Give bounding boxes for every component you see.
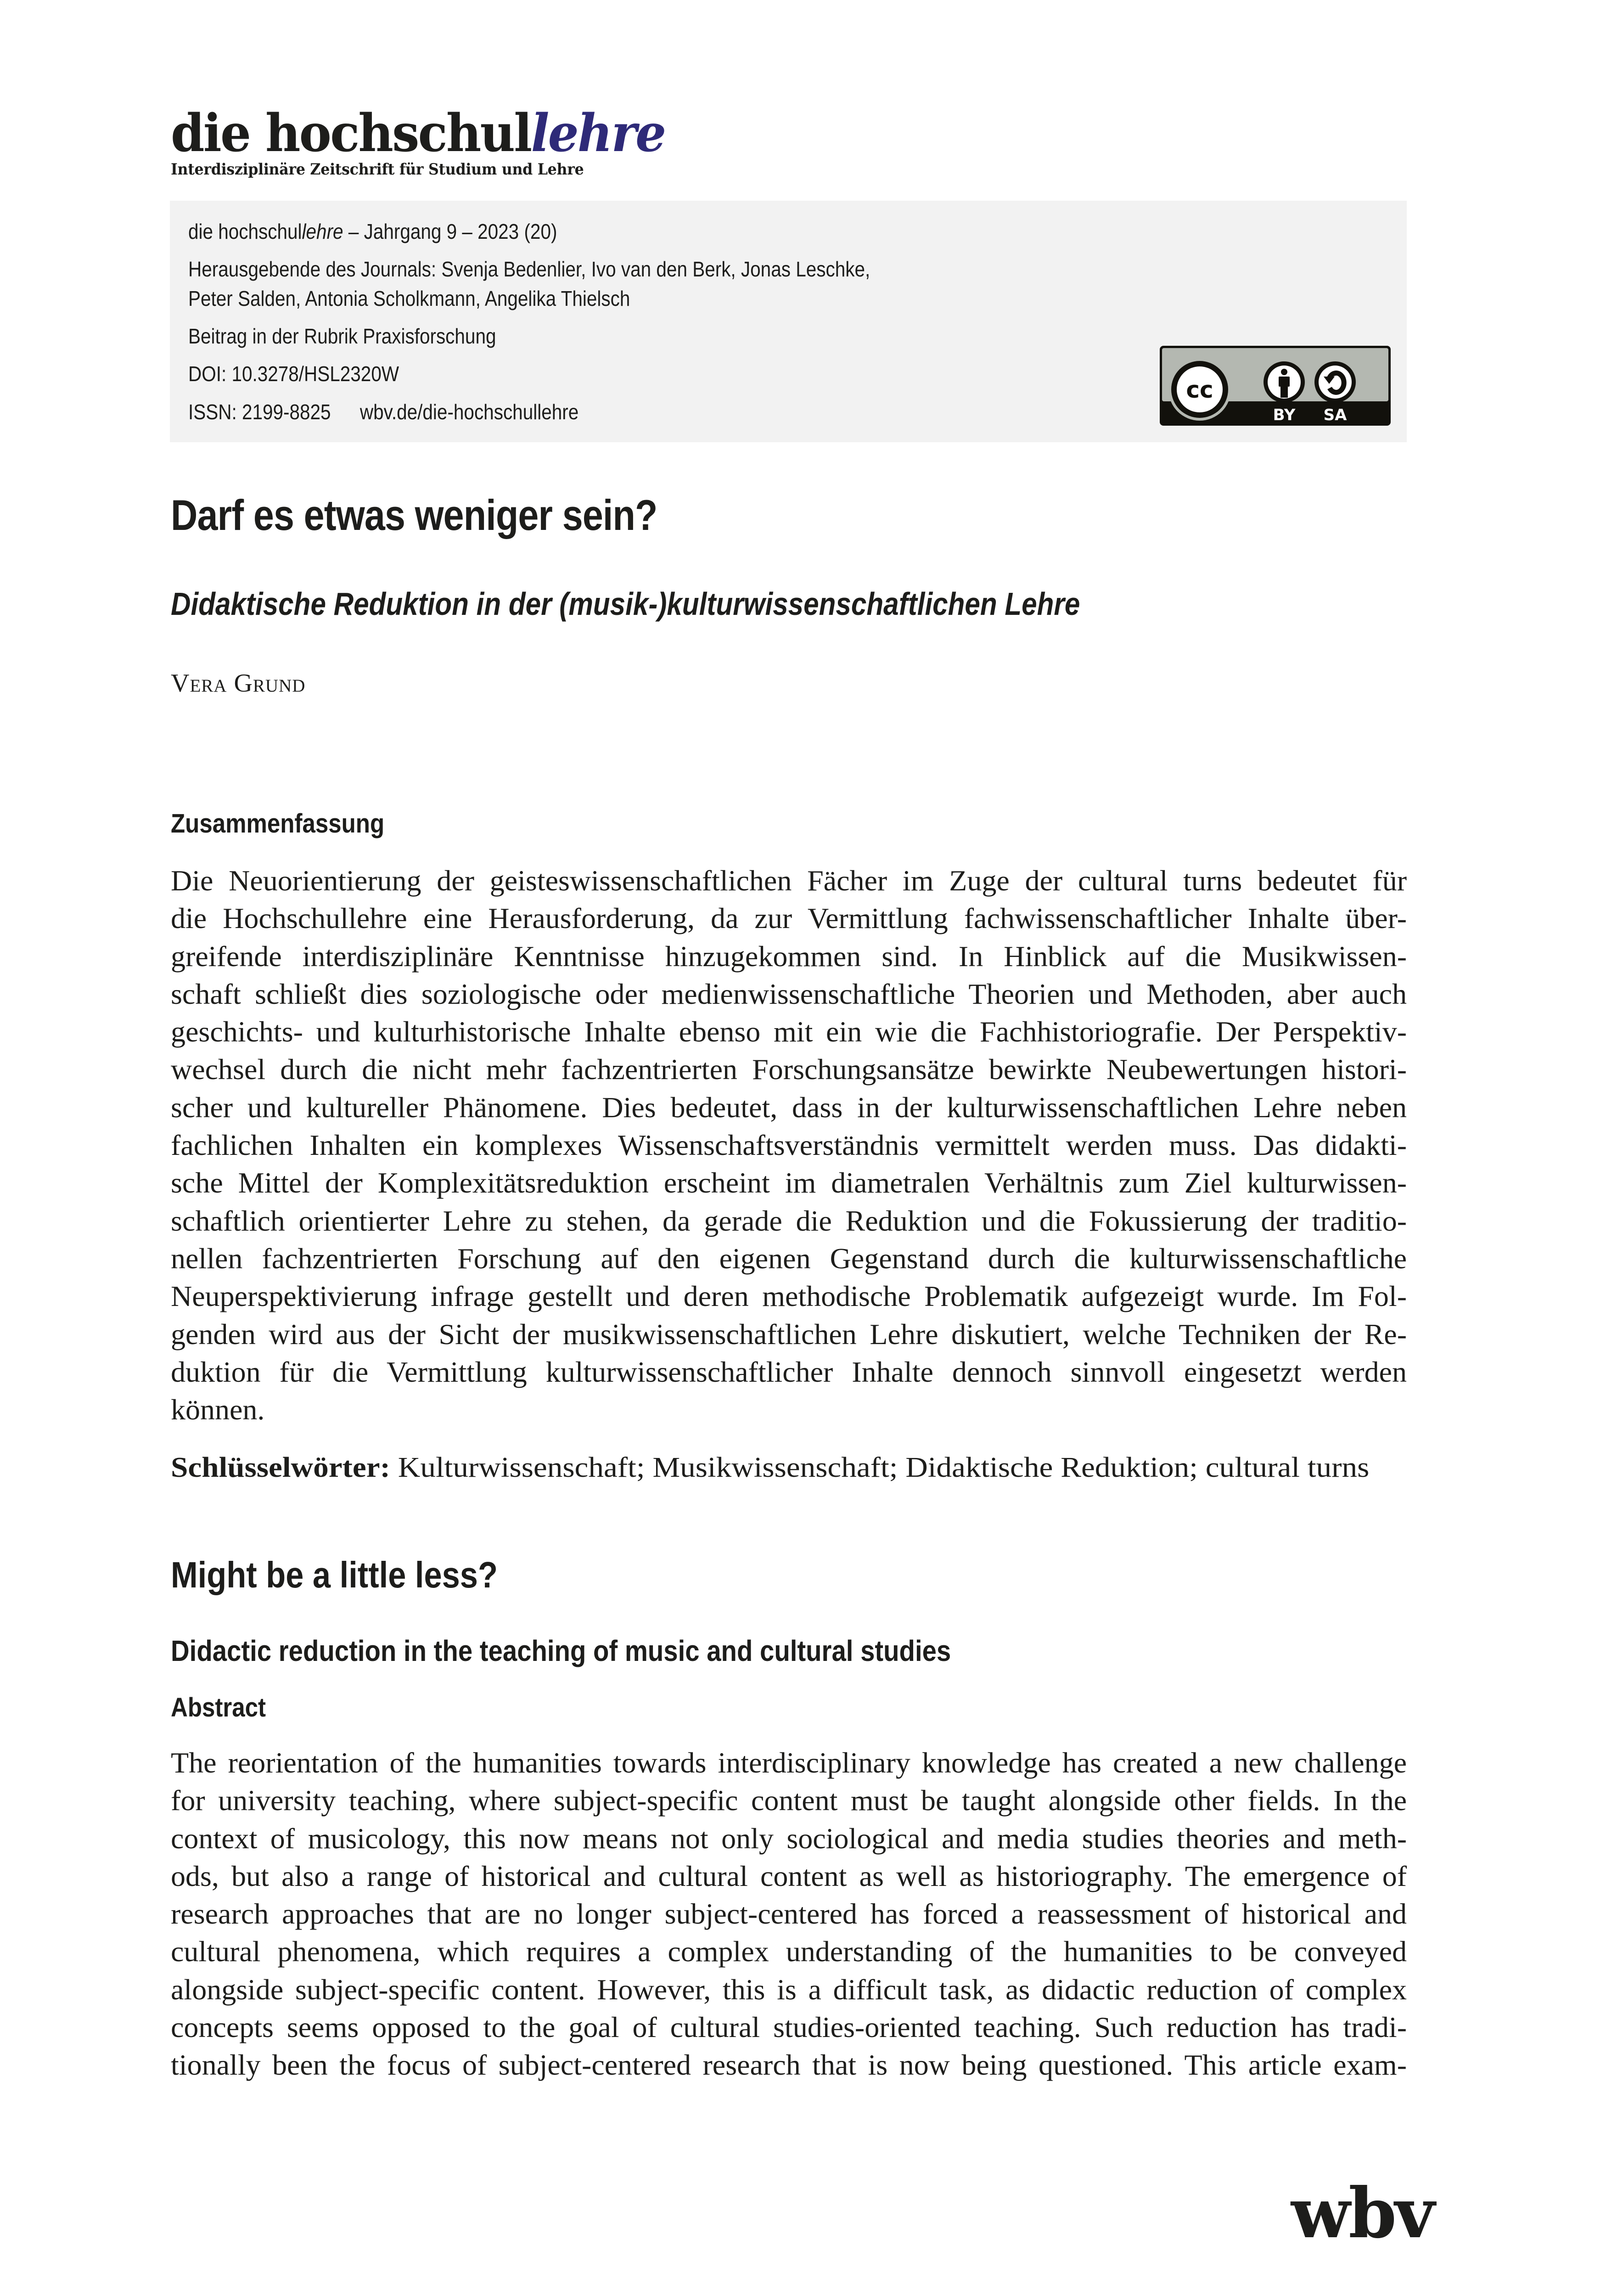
abstract-heading: Abstract (171, 1693, 266, 1722)
journal-volume-line (188, 221, 557, 242)
cc-by-label: BY (1273, 406, 1296, 424)
cc-by-sa-icon[interactable] (1159, 345, 1391, 426)
abstract-line: ods, but also a range of historical and cultural content as well as historiography. The emergence of (171, 1859, 1407, 1892)
issn-line (188, 401, 578, 422)
issn: ISSN: 2199-8825 (188, 400, 331, 424)
summary-text (171, 862, 1407, 1429)
keywords-list: Kulturwissenschaft; Musikwissenschaft; Didaktische Reduktion; cultural turns (390, 1452, 1370, 1483)
summary-line: nellen fachzentrierten Forschung auf den eigenen Gegenstand durch die kulturwissenschaftliche (171, 1242, 1407, 1275)
cc-text: cc (1186, 377, 1213, 403)
journal-logo (171, 103, 665, 163)
summary-line: die Hochschullehre eine Herausforderung, da zur Vermittlung fachwissenschaftlicher Inhalte über- (171, 902, 1407, 935)
abstract-line: cultural phenomena, which requires a complex understanding of the humanities to be conveyed (171, 1935, 1407, 1968)
journal-name-italic: lehre (302, 219, 343, 243)
summary-line: schaft schließt dies soziologische oder medienwissenschaftliche Theorien und Methoden, aber auch (171, 977, 1407, 1010)
keywords (171, 1453, 1369, 1482)
abstract-line: for university teaching, where subject-specific content must be taught alongside other fields. In the (171, 1784, 1407, 1817)
journal-logo-main: die hochschul (171, 103, 531, 163)
cc-sa-label: SA (1323, 406, 1347, 424)
abstract-line: research approaches that are no longer subject-centered has forced a reassessment of historical and (171, 1897, 1407, 1930)
article-subtitle-en: Didactic reduction in the teaching of music and cultural studies (171, 1634, 951, 1667)
summary-line: geschichts- und kulturhistorische Inhalte ebenso mit ein wie die Fachhistoriografie. Der Perspektiv- (171, 1015, 1407, 1048)
abstract-line: concepts seems opposed to the goal of cultural studies-oriented teaching. Such reduction has tradi- (171, 2011, 1407, 2044)
rubric-line: Beitrag in der Rubrik Praxisforschung (188, 324, 496, 348)
abstract-line: alongside subject-specific content. However, this is a difficult task, as didactic reduction of complex (171, 1973, 1407, 2006)
attribution-by-icon (1264, 361, 1305, 403)
summary-line: duktion für die Vermittlung kulturwissenschaftlicher Inhalte dennoch sinnvoll eingesetzt werden (171, 1355, 1407, 1388)
journal-name: die hochschul (188, 219, 302, 243)
summary-line: Die Neuorientierung der geisteswissenschaftlichen Fächer im Zuge der cultural turns bedeutet für (171, 864, 1407, 897)
article-title-de: Darf es etwas weniger sein? (171, 491, 657, 539)
summary-line: greifende interdisziplinäre Kenntnisse hinzugekommen sind. In Hinblick auf die Musikwissen- (171, 940, 1407, 973)
journal-logo-accent: lehre (531, 103, 665, 163)
abstract-line: tionally been the focus of subject-centered research that is now being questioned. This article exam- (171, 2048, 1407, 2082)
article-subtitle-de: Didaktische Reduktion in der (musik-)kulturwissenschaftlichen Lehre (171, 586, 1080, 622)
summary-line: schaftlich orientierter Lehre zu stehen, da gerade die Reduktion und die Fokussierung der traditio- (171, 1204, 1407, 1237)
journal-website-link[interactable]: wbv.de/die-hochschullehre (359, 400, 579, 424)
doi-line[interactable]: DOI: 10.3278/HSL2320W (188, 362, 399, 386)
summary-line: können. (171, 1393, 265, 1426)
publisher-logo: wbv (1291, 2173, 1433, 2254)
journal-volume: – Jahrgang 9 – 2023 (20) (343, 219, 557, 243)
summary-line: fachlichen Inhalten ein komplexes Wissenschaftsverständnis vermittelt werden muss. Das didakti- (171, 1129, 1407, 1162)
summary-line: Neuperspektivierung infrage gestellt und deren methodische Problematik aufgezeigt wurde. Im Fol- (171, 1280, 1407, 1313)
summary-line: genden wird aus der Sicht der musikwissenschaftlichen Lehre diskutiert, welche Techniken der Re- (171, 1317, 1407, 1351)
cc-logo-icon (1168, 358, 1231, 421)
editors-line-1: Herausgebende des Journals: Svenja Bedenlier, Ivo van den Berk, Jonas Leschke, (188, 257, 870, 281)
article-author: Vera Grund (171, 669, 306, 698)
abstract-line: context of musicology, this now means not only sociological and media studies theories and meth- (171, 1822, 1407, 1855)
article-title-en: Might be a little less? (171, 1554, 498, 1595)
editors-line-2: Peter Salden, Antonia Scholkmann, Angelika Thielsch (188, 287, 630, 310)
journal-tagline: Interdisziplinäre Zeitschrift für Studium und Lehre (171, 160, 584, 179)
keywords-label: Schlüsselwörter: (171, 1452, 390, 1483)
abstract-text (171, 1744, 1407, 2084)
abstract-line: The reorientation of the humanities towards interdisciplinary knowledge has created a new challenge (171, 1746, 1407, 1779)
share-alike-sa-icon (1314, 361, 1356, 403)
summary-heading: Zusammenfassung (171, 809, 385, 838)
summary-line: wechsel durch die nicht mehr fachzentrierten Forschungsansätze bewirkte Neubewertungen histori- (171, 1053, 1407, 1086)
summary-line: scher und kultureller Phänomene. Dies bedeutet, dass in der kulturwissenschaftlichen Lehre neben (171, 1091, 1407, 1124)
summary-line: sche Mittel der Komplexitätsreduktion erscheint im diametralen Verhältnis zum Ziel kulturwissen- (171, 1166, 1407, 1199)
